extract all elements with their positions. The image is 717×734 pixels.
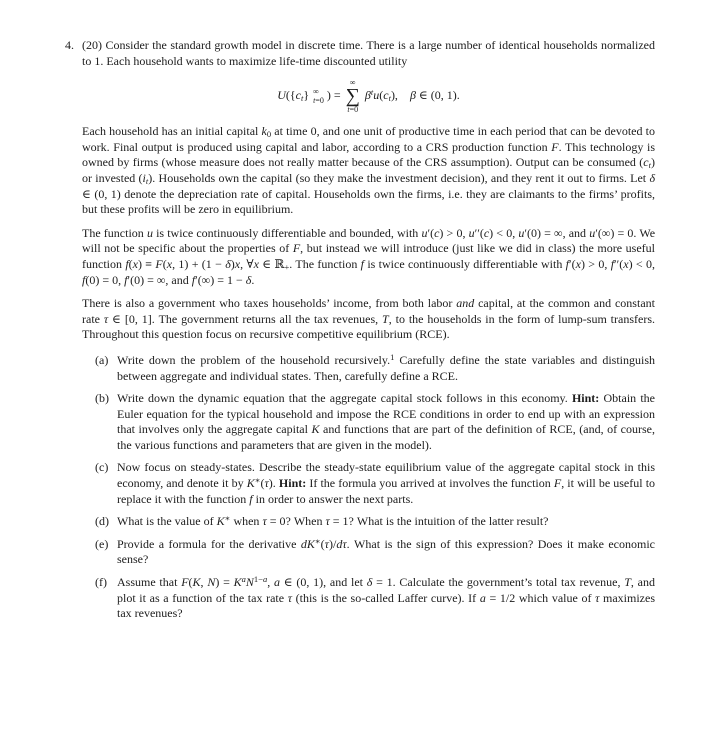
part-d [82, 514, 655, 530]
part-a [82, 353, 655, 384]
part-f-text: Assume that F(K, $N) = K^aN^{1-a}$, a ∈ (0, 1), and let δ = 1. Calculate the government’s total tax revenue, T, and plot it as a function of the tax rate τ (this is the so-called Laffer curve). If a = 1/2 which value of τ maximizes tax revenues? [117, 574, 655, 621]
part-a-label: (a) [95, 352, 109, 367]
part-e-label: (e) [95, 536, 109, 551]
part-c-label: (c) [95, 460, 109, 475]
part-b [82, 391, 655, 453]
problem-number: 4. [65, 38, 74, 52]
problem-intro-paragraph: (20) Consider the standard growth model in discrete time. There is a large number of identical households normalized to 1. Each household wants to maximize life-time discounted utility [82, 38, 655, 68]
part-e [82, 537, 655, 568]
paragraph-capital-setup: Each household has an initial capital $k_0$ at time 0, and one unit of productive time in each period that can be devoted to work. Final output is produced using capital and labor, according to a CRS production function F. This technology is owned by firms (whose measure does not really matter because of the CRS assumption). Output can be consumed $(c_t)$ or invested $(i_t)$. Households own the capital (so they make the investment decision), and they rent it out to firms. Let δ ∈ (0, 1) denote the depreciation rate of capital. Households own the firms, i.e. they are claimants to the firms’ profits, but these profits will be zero in equilibrium. [82, 124, 656, 217]
part-e-text: Provide a formula for the derivative dK∗(τ)/dτ. What is the sign of this expression? Does it make economic sense? [117, 535, 655, 567]
part-f [82, 575, 655, 622]
part-c [82, 460, 655, 507]
question-parts [82, 353, 655, 622]
part-a-text: Write down the problem of the household recursively.$^1$ Carefully define the state variables and distinguish between aggregate and individual states. Then, carefully define a RCE. [117, 351, 655, 383]
part-b-text: Write down the dynamic equation that the aggregate capital stock follows in this economy. Hint: Obtain the Euler equation for the typical household and impose the RCE conditions in order to end up with an expression that involves only the aggregate capital K and functions that are part of the definition of RCE, (and, of course, the various functions and parameters that are given in the model). [117, 391, 655, 452]
part-d-text: What is the value of K∗ when τ = 0? When τ = 1? What is the intuition of the latter result? [117, 513, 549, 529]
part-b-label: (b) [95, 391, 109, 406]
problem-body [82, 38, 655, 622]
part-c-text: Now focus on steady-states. Describe the steady-state equilibrium value of the aggregate capital stock in this economy, and denote it by K∗(τ). Hint: If the formula you arrived at involves the function F, it will be useful to replace it with the function f in order to answer the next parts. [117, 460, 656, 506]
utility-formula: $U(\{c_t\}$ ∞ t=0 ) = ∞ ∑ t=0 $\beta^tu(c_t)$, β ∈ (0, 1). [277, 78, 460, 115]
paragraph-function-properties: The function u is twice continuously differentiable and bounded, with u′(c) > 0, u′′(c) < 0, u′(0) = ∞, and u′(∞) = 0. We will not be specific about the properties of F, but instead we will introduce (just like we did in class) the more useful function f(x) ≡ F(x, 1) + (1 − δ)x, ∀x ∈ ℝ$_+$. The function f is twice continuously differentiable with f′(x) > 0, f′′(x) < 0, f(0) = 0, f′(0) = ∞, and f′(∞) = 1 − δ. [82, 225, 656, 287]
paragraph-government-taxes: There is also a government who taxes households’ income, from both labor and capital, at the common and constant rate τ ∈ [0, 1]. The government returns all the tax revenues, T, to the households in the form of lump-sum transfers. Throughout this question focus on recursive competitive equilibrium (RCE). [82, 296, 655, 342]
part-d-label: (d) [95, 514, 109, 529]
problem-4 [65, 38, 655, 622]
part-f-label: (f) [95, 575, 107, 590]
